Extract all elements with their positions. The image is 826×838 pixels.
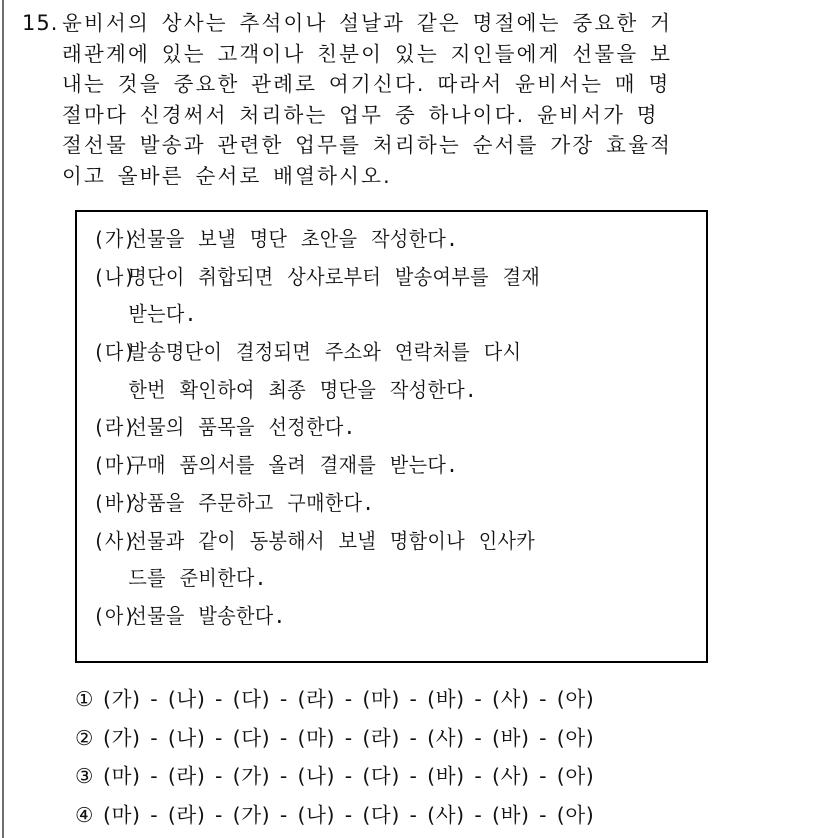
option-number: ③: [75, 764, 94, 789]
step-text: 선물을 발송한다.: [128, 603, 286, 628]
step-ga: [93, 221, 651, 259]
option-number: ①: [75, 687, 94, 711]
answer-options: [75, 680, 775, 835]
step-ba: [93, 485, 651, 523]
step-marker: (가): [93, 227, 136, 251]
step-marker: (사): [93, 528, 136, 553]
step-text: 상품을 주문하고 구매한다.: [128, 490, 375, 515]
option-text: (가) - (나) - (다) - (마) - (라) - (사) - (바) - (아): [103, 725, 595, 750]
option-2[interactable]: [75, 719, 775, 758]
option-4[interactable]: [75, 796, 775, 835]
option-number: ④: [75, 803, 94, 828]
option-number: ②: [75, 725, 94, 750]
stem-line: 래관계에 있는 고객이나 친분이 있는 지인들에게 선물을 보: [62, 41, 673, 66]
question-stem: [62, 8, 762, 191]
option-text: (가) - (나) - (다) - (라) - (마) - (바) - (사) - (아): [103, 687, 595, 711]
step-ra: [93, 409, 651, 447]
stem-line: 내는 것을 중요한 관례로 여기신다. 따라서 윤비서는 매 명: [62, 72, 671, 96]
step-marker: (라): [93, 415, 136, 440]
step-da: [93, 334, 651, 372]
stem-line: 절마다 신경써서 처리하는 업무 중 하나이다. 윤비서가 명: [62, 102, 659, 127]
step-marker: (바): [93, 490, 136, 515]
step-marker: (다): [93, 340, 136, 365]
step-marker: (나): [93, 264, 136, 289]
step-sa: [93, 523, 651, 561]
step-text: 선물을 보낼 명단 초안을 작성한다.: [128, 227, 459, 251]
step-ma: [93, 447, 651, 485]
steps-box: [75, 210, 708, 663]
option-1[interactable]: [75, 680, 775, 719]
left-margin-rule: [2, 0, 4, 838]
step-a: [93, 598, 651, 636]
stem-line: 절선물 발송과 관련한 업무를 처리하는 순서를 가장 효율적: [62, 133, 673, 157]
step-text: 선물과 같이 동봉해서 보낼 명함이나 인사카: [128, 528, 536, 553]
step-da-continued: 한번 확인하여 최종 명단을 작성한다.: [128, 377, 477, 402]
steps-list: [93, 221, 693, 636]
step-marker: (아): [93, 603, 136, 628]
step-na-continued: 받는다.: [128, 302, 197, 327]
step-text: 발송명단이 결정되면 주소와 연락처를 다시: [128, 340, 522, 365]
step-na: [93, 259, 651, 297]
stem-line: 이고 올바른 순서로 배열하시오.: [62, 163, 392, 188]
step-text: 선물의 품목을 선정한다.: [128, 415, 356, 440]
step-sa-continued: 드를 준비한다.: [128, 566, 267, 591]
question-number: 15.: [22, 11, 59, 35]
stem-line: 윤비서의 상사는 추석이나 설날과 같은 명절에는 중요한 거: [62, 11, 673, 35]
step-text: 명단이 취합되면 상사로부터 발송여부를 결재: [128, 264, 541, 289]
step-text: 구매 품의서를 올려 결재를 받는다.: [128, 453, 459, 478]
option-3[interactable]: [75, 757, 775, 796]
option-text: (마) - (라) - (가) - (나) - (다) - (사) - (바) - (아): [103, 803, 595, 828]
step-marker: (마): [93, 453, 136, 478]
option-text: (마) - (라) - (가) - (나) - (다) - (바) - (사) - (아): [103, 764, 595, 789]
